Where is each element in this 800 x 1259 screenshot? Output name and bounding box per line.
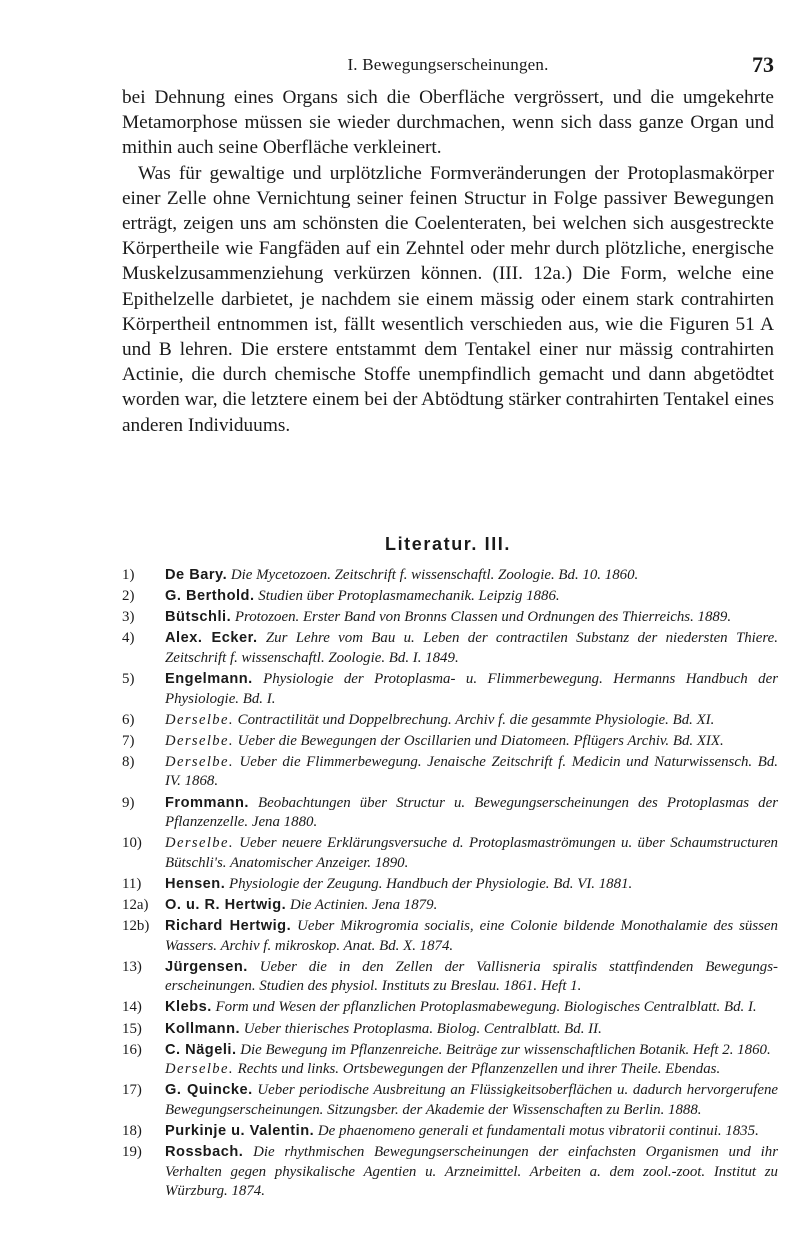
reference-text: Studien über Protoplasmamechanik. Leipzig 1886.	[258, 588, 560, 605]
reference-author: Rossbach.	[165, 1144, 244, 1161]
reference-number: 7)	[122, 732, 135, 749]
reference-author: Derselbe.	[165, 1061, 234, 1078]
reference-text: Ueber Mikrogromia socialis, eine Colonie bildende Monothalamie des süssen Wassers. Archiv f. mikroskop. Anat. Bd. X. 1874.	[165, 918, 778, 954]
reference-item	[122, 566, 778, 586]
reference-text: Physiologie der Zeugung. Handbuch der Physiologie. Bd. VI. 1881.	[229, 875, 633, 892]
reference-text: Beobachtungen über Structur u. Bewegungserscheinungen des Protoplasmas der Pflanzenzelle. Jena 1880.	[165, 794, 778, 831]
reference-text: Die Mycetozoen. Zeitschrift f. wissenschaftl. Zoologie. Bd. 10. 1860.	[230, 567, 639, 583]
literature-heading: Literatur. III.	[384, 534, 512, 554]
reference-item	[122, 670, 778, 709]
reference-number: 15)	[122, 1020, 142, 1037]
reference-item	[122, 834, 778, 873]
reference-text: Ueber neuere Erklärungsversuche d. Protoplasmaströmungen u. über Schaumstructuren Bütschli's. Anatomischer Anzeiger. 1890.	[165, 835, 778, 871]
reference-text: Ueber die Flimmerbewegung. Jenaische Zeitschrift f. Medicin und Naturwissensch. Bd. IV. 1868.	[165, 753, 778, 790]
paragraph: Was für gewaltige und urplötzliche Formveränderungen der Protoplasmakörper einer Zelle ohne Vernichtung seiner feinen Structur in Folge passiver Bewegungen erträgt, zeigen uns am schönsten die Coelenteraten, bei welchen sich ausgestreckte Körpertheile wie Fangfäden auf ein Zehntel oder mehr durch plötzliche, energische Muskelzusammenziehung verkürzen können. (III. 12a.) Die Form, welche eine Epithelzelle darbietet, je nachdem sie einem mässig oder einem stark contrahirten Körpertheil entnommen ist, fällt wesentlich verschieden aus, wie die Figuren 51 A und B lehren. Die erstere entstammt dem Tentakel einer nur mässig contrahirten Actinie, die durch chemische Stoffe unempfindlich gemacht und dann abgetödtet worden war, die letztere einem bei der Abtödtung stärker contrahirten Tentakel eines anderen Individuums.	[122, 162, 774, 436]
reference-author: Alex. Ecker.	[165, 630, 258, 647]
reference-author: G. Berthold.	[165, 588, 255, 605]
reference-author: Bütschli.	[165, 609, 232, 626]
reference-author: De Bary.	[165, 567, 228, 583]
reference-item	[122, 753, 778, 792]
reference-number: 9)	[122, 794, 135, 811]
reference-text: Ueber die in den Zellen der Vallisneria spiralis stattfindenden Bewegungserscheinungen. Studien des physiol. Instituts zu Breslau. 1861. Heft 1.	[165, 958, 778, 995]
reference-text: Form und Wesen der pflanzlichen Protoplasmabewegung. Biologisches Centralblatt. Bd. I.	[215, 999, 757, 1016]
reference-number: 13)	[122, 958, 142, 975]
reference-text: Physiologie der Protoplasma- u. Flimmerbewegung. Hermanns Handbuch der Physiologie. Bd. I.	[165, 670, 778, 707]
reference-number: 8)	[122, 753, 135, 770]
reference-author: Jürgensen.	[165, 958, 248, 975]
reference-text: Die rhythmischen Bewegungserscheinungen der einfachsten Organismen und ihr Verhalten gegen physikalische Agentien u. Arzneimittel. Arbeiten a. dem zool.-zoot. Institut zu Würzburg. 1874.	[165, 1144, 778, 1200]
reference-author: Frommann.	[165, 794, 249, 811]
reference-number: 12b)	[122, 918, 150, 935]
reference-number: 2)	[122, 588, 135, 605]
reference-number: 19)	[122, 1144, 142, 1161]
running-head	[122, 52, 774, 82]
reference-item	[122, 1143, 778, 1202]
reference-item	[122, 608, 778, 628]
reference-item	[122, 794, 778, 833]
reference-author: G. Quincke.	[165, 1082, 253, 1099]
reference-item	[122, 1020, 778, 1040]
running-title: I. Bewegungserscheinungen.	[347, 55, 549, 74]
reference-author: Derselbe.	[165, 732, 234, 749]
reference-item	[122, 1122, 778, 1142]
reference-number: 17)	[122, 1082, 142, 1099]
page-number: 73	[752, 52, 774, 77]
reference-text: Ueber periodische Ausbreitung an Flüssigkeitsoberflächen u. dadurch hervorgerufene Bewegungserscheinungen. Sitzungsber. der Akademie der Wissenschaften zu Berlin. 1888.	[165, 1082, 778, 1118]
reference-item	[122, 732, 778, 752]
reference-author: Derselbe.	[165, 753, 234, 770]
reference-number: 4)	[122, 630, 135, 647]
reference-item	[122, 875, 778, 895]
reference-author: Klebs.	[165, 999, 212, 1016]
reference-number: 3)	[122, 609, 135, 626]
reference-number: 11)	[122, 875, 142, 892]
reference-item	[122, 917, 778, 956]
body-text	[122, 85, 774, 438]
reference-number: 6)	[122, 711, 135, 728]
reference-author: Purkinje u. Valentin.	[165, 1123, 315, 1140]
reference-author: O. u. R. Hertwig.	[165, 897, 287, 913]
reference-continuation	[165, 1060, 778, 1080]
reference-number: 18)	[122, 1123, 142, 1140]
reference-author: Hensen.	[165, 875, 226, 892]
reference-author: Engelmann.	[165, 670, 253, 687]
reference-text: Die Actinien. Jena 1879.	[289, 897, 438, 913]
reference-item	[122, 896, 778, 916]
reference-author: Richard Hertwig.	[165, 918, 292, 935]
reference-author: Derselbe.	[165, 711, 234, 728]
reference-number: 16)	[122, 1041, 142, 1058]
reference-item	[122, 1041, 778, 1080]
reference-number: 12a)	[122, 897, 149, 913]
reference-item	[122, 711, 778, 731]
reference-author: Kollmann.	[165, 1020, 241, 1037]
reference-text: Ueber thierisches Protoplasma. Biolog. Centralblatt. Bd. II.	[243, 1020, 602, 1037]
reference-author: C. Nägeli.	[165, 1041, 237, 1058]
reference-text: Protozoen. Erster Band von Bronns Classen und Ordnungen des Thierreichs. 1889.	[234, 609, 732, 626]
reference-item	[122, 629, 778, 668]
reference-text: Contractilität und Doppelbrechung. Archiv f. die gesammte Physiologie. Bd. XI.	[237, 711, 715, 728]
reference-item	[122, 587, 778, 607]
reference-number: 1)	[122, 567, 135, 583]
reference-item	[122, 1081, 778, 1120]
reference-list	[122, 566, 778, 1203]
reference-text: Ueber die Bewegungen der Oscillarien und Diatomeen. Pflügers Archiv. Bd. XIX.	[237, 732, 724, 749]
reference-number: 10)	[122, 835, 142, 852]
paragraph: bei Dehnung eines Organs sich die Oberfläche vergrössert, und die umgekehrte Metamorphose müssen sie wieder durchmachen, wenn sich dass ganze Organ und mithin auch seine Oberfläche verkleinert.	[122, 87, 774, 159]
reference-number: 5)	[122, 670, 135, 687]
reference-item	[122, 958, 778, 997]
reference-text: Zur Lehre vom Bau u. Leben der contractilen Substanz der niedersten Thiere. Zeitschrift f. wissenschaftl. Zoologie. Bd. I. 1849.	[165, 630, 778, 666]
reference-text: Rechts und links. Ortsbewegungen der Pflanzenzellen und ihrer Theile. Ebendas.	[237, 1061, 721, 1078]
reference-text: Die Bewegung im Pflanzenreiche. Beiträge zur wissenschaftlichen Botanik. Heft 2. 1860.	[240, 1041, 771, 1058]
reference-author: Derselbe.	[165, 835, 234, 852]
reference-text: De phaenomeno generali et fundamentali motus vibratorii continui. 1835.	[317, 1123, 759, 1140]
reference-number: 14)	[122, 999, 142, 1016]
reference-item	[122, 998, 778, 1018]
